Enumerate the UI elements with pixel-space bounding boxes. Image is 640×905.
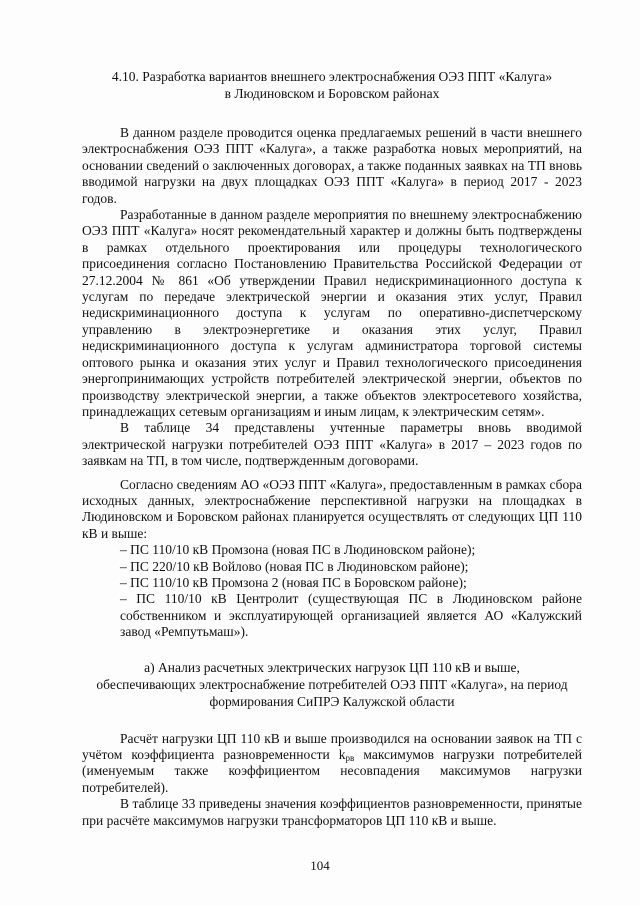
paragraph-table-33: В таблице 33 приведены значения коэффициентов разновременности, принятые при расчёте максимумов нагрузки трансформаторов ЦП 110 кВ и выше.: [82, 796, 582, 828]
paragraph-table-34: В таблице 34 представлены учтенные параметры вновь вводимой электрической нагрузки потребителей ОЭЗ ППТ «Калуга» в 2017 – 2023 годов по заявкам на ТП, в том числе, подтвержденным договорами.: [82, 420, 582, 469]
page-content: [82, 68, 582, 829]
paragraph-supply-sources: Согласно сведениям АО «ОЭЗ ППТ «Калуга», предоставленным в рамках сбора исходных данных, электроснабжение перспективной нагрузки на площадках в Людиновском и Боровском районах планируется осуществлять от следующих ЦП 110 кВ и выше:: [82, 476, 582, 541]
substation-list: [82, 542, 582, 640]
list-item: – ПС 110/10 кВ Промзона (новая ПС в Людиновском районе);: [120, 542, 476, 558]
load-calculation-text: Расчёт нагрузки ЦП 110 кВ и выше производился на основании заявок на ТП с учётом коэффициента разновременности k: [82, 730, 582, 762]
list-item: – ПС 110/10 кВ Промзона 2 (новая ПС в Боровском районе);: [120, 574, 467, 590]
subsection-heading-line-1: а) Анализ расчетных электрических нагрузок ЦП 110 кВ и выше,: [144, 659, 520, 675]
subsection-heading: [82, 659, 582, 710]
subsection-heading-line-2: обеспечивающих электроснабжение потребителей ОЭЗ ППТ «Калуга», на период: [96, 676, 568, 692]
list-item: – ПС 220/10 кВ Войлово (новая ПС в Людиновском районе);: [120, 558, 469, 574]
page-number: 104: [310, 858, 330, 873]
subsection-heading-line-3: формирования СиПРЭ Калужской области: [209, 693, 455, 709]
coefficient-subscript: рв: [345, 753, 355, 763]
paragraph-intro: В данном разделе проводится оценка предлагаемых решений в части внешнего электроснабжения ОЭЗ ППТ «Калуга», а также разработка новых мероприятий, на основании сведений о заключенных договорах, а также поданных заявках на ТП вновь вводимой нагрузки на двух площадках ОЭЗ ППТ «Калуга» в период 2017 - 2023 годов.: [82, 125, 582, 206]
paragraph-recommendations: Разработанные в данном разделе мероприятия по внешнему электроснабжению ОЭЗ ППТ «Калуга» носят рекомендательный характер и должны быть подтверждены в рамках отдельного проектирования или процедуры технологического присоединения согласно Постановлению Правительства Российской Федерации от 27.12.2004 № 861 «Об утверждении Правил недискриминационного доступа к услугам по передаче электрической энергии и оказания этих услуг, Правил недискриминационного доступа к услугам по оперативно-диспетчерскому управлению в электроэнергетике и оказания этих услуг, Правил недискриминационного доступа к услугам администратора торговой системы оптового рынка и оказания этих услуг и Правил технологического присоединения энергопринимающих устройств потребителей электрической энергии, объектов по производству электрической энергии, а также объектов электросетевого хозяйства, принадлежащих сетевым организациям и иным лицам, к электрическим сетям».: [82, 207, 582, 419]
section-heading-line-1: 4.10. Разработка вариантов внешнего электроснабжения ОЭЗ ППТ «Калуга»: [111, 69, 553, 84]
paragraph-load-calculation: [82, 731, 582, 797]
section-heading-line-2: в Людиновском и Боровском районах: [224, 86, 440, 101]
load-calculation-text-end: максимумов нагрузки потребителей (именуемым также коэффициентом несовпадения максимумов нагрузки потребителей).: [82, 747, 582, 795]
section-heading: [82, 68, 582, 102]
list-item: – ПС 110/10 кВ Центролит (существующая ПС в Людиновском районе собственником и эксплуатирующей организацией является АО «Калужский завод «Ремпутьмаш»).: [120, 591, 582, 640]
